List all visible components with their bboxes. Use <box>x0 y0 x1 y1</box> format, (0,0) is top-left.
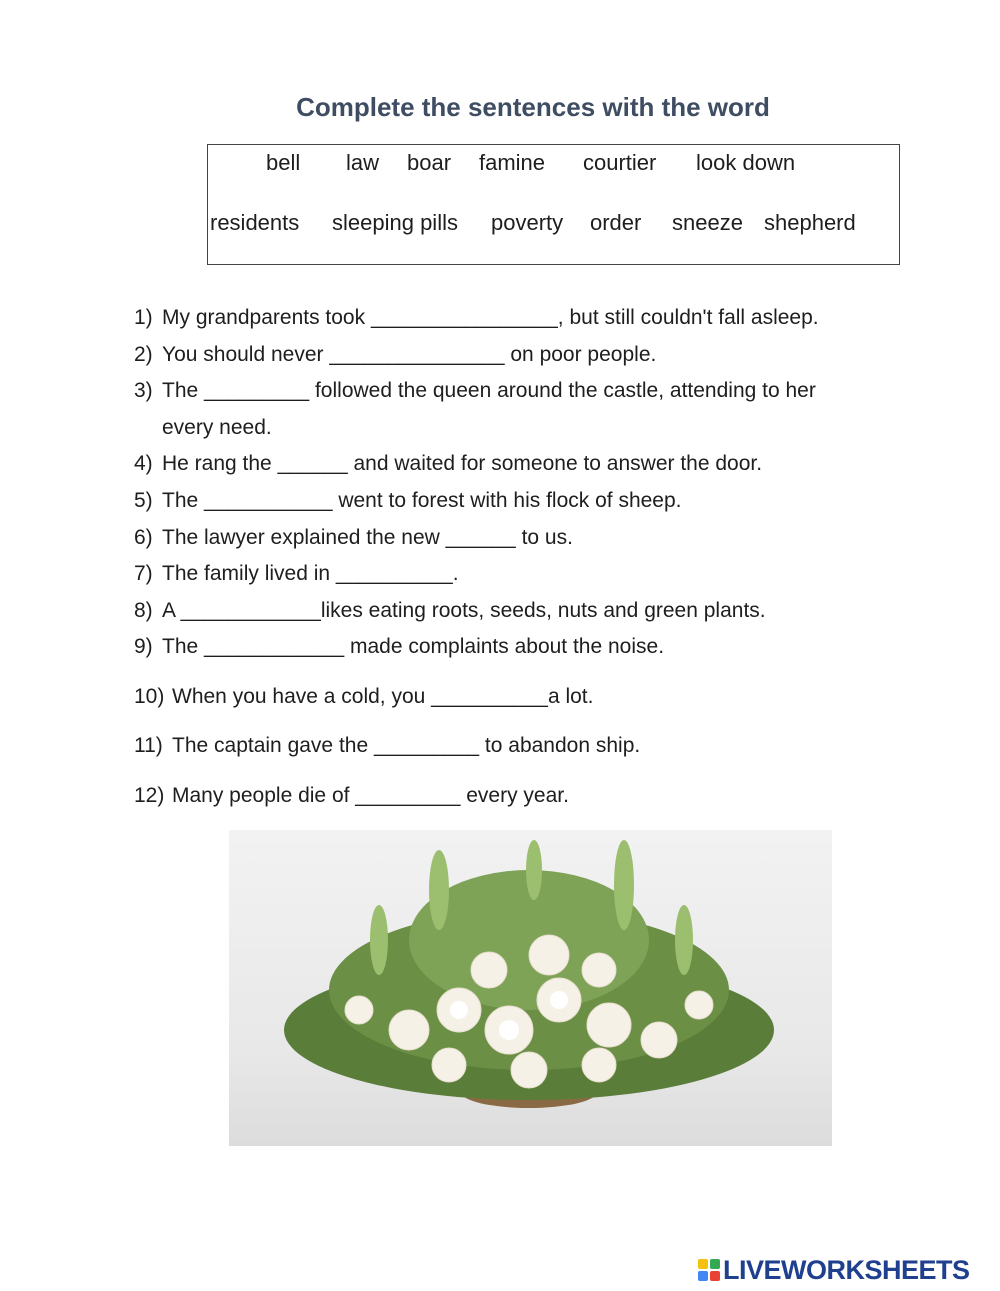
question-10 <box>134 685 593 709</box>
word-bank-item: bell <box>266 150 301 175</box>
word-bank-item: poverty <box>491 210 564 235</box>
question-number: 8) <box>134 599 153 622</box>
question-text: He rang the ______ and waited for someone to answer the door. <box>162 452 763 475</box>
question-number: 12) <box>134 784 165 807</box>
question-7 <box>134 562 459 586</box>
word-bank-item: sneeze <box>672 210 743 235</box>
question-number: 9) <box>134 635 153 658</box>
question-text: When you have a cold, you __________a lot. <box>172 685 594 708</box>
question-text: You should never _______________ on poor people. <box>162 343 657 366</box>
question-number: 4) <box>134 452 153 475</box>
question-number: 10) <box>134 685 165 708</box>
question-4 <box>134 452 762 476</box>
question-5 <box>134 489 682 513</box>
logo-text: LIVEWORKSHEETS <box>723 1254 970 1285</box>
question-text: Many people die of _________ every year. <box>172 784 569 807</box>
word-bank-item: order <box>590 210 642 235</box>
question-9 <box>134 635 664 659</box>
question-number: 11) <box>134 734 163 757</box>
question-11 <box>134 734 640 758</box>
question-text: A ____________likes eating roots, seeds, nuts and green plants. <box>162 599 766 622</box>
word-bank-item: law <box>346 150 380 175</box>
question-2 <box>134 343 656 367</box>
question-text: The _________ followed the queen around the castle, attending to her <box>162 379 816 402</box>
question-8 <box>134 599 766 623</box>
word-bank <box>207 144 900 265</box>
word-bank-item: courtier <box>583 150 657 175</box>
question-6 <box>134 526 573 550</box>
question-3-continuation: every need. <box>162 416 272 439</box>
worksheet-title: Complete the sentences with the word <box>296 92 770 122</box>
question-text: The family lived in __________. <box>162 562 459 585</box>
word-bank-item: residents <box>210 210 300 235</box>
question-number: 5) <box>134 489 153 512</box>
question-12 <box>134 784 569 808</box>
question-number: 3) <box>134 379 153 402</box>
flower-arrangement-image <box>229 830 832 1146</box>
question-text: The lawyer explained the new ______ to us. <box>162 526 573 549</box>
logo-mark-icon <box>698 1259 720 1281</box>
question-1 <box>134 306 819 330</box>
question-3 <box>134 379 816 403</box>
word-bank-item: shepherd <box>764 210 856 235</box>
question-number: 2) <box>134 343 153 366</box>
question-text: The ____________ made complaints about the noise. <box>162 635 665 658</box>
word-bank-item: sleeping pills <box>332 210 458 235</box>
question-text: The ___________ went to forest with his flock of sheep. <box>162 489 682 512</box>
question-number: 7) <box>134 562 153 585</box>
question-text: The captain gave the _________ to abandon ship. <box>172 734 641 757</box>
liveworksheets-logo <box>698 1255 970 1285</box>
word-bank-item: boar <box>407 150 452 175</box>
word-bank-item: famine <box>479 150 546 175</box>
question-number: 1) <box>134 306 153 329</box>
question-text: My grandparents took ________________, but still couldn't fall asleep. <box>162 306 819 329</box>
question-number: 6) <box>134 526 153 549</box>
word-bank-item: look down <box>696 150 796 175</box>
